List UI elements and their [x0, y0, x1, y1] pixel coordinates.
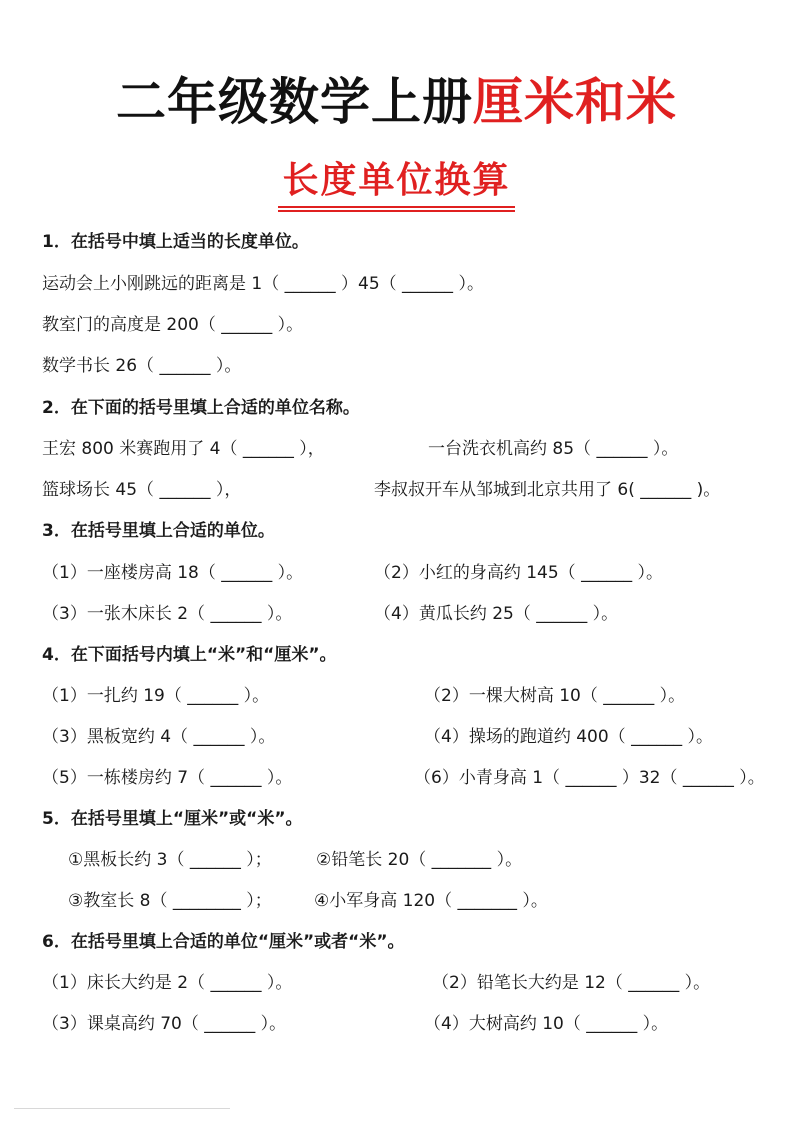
title-part-topic: 厘米和米 — [473, 73, 677, 131]
question-line: （3）黑板宽约 4（ ______ ）。 — [42, 727, 276, 747]
question-line: （2）小红的身高约 145（ ______ ）。 — [374, 563, 663, 583]
question-line: （1）一扎约 19（ ______ ）。 — [42, 686, 270, 706]
question-line: （3）课桌高约 70（ ______ ）。 — [42, 1014, 287, 1034]
question-line: （2）铅笔长大约是 12（ ______ ）。 — [432, 973, 711, 993]
section-3-heading: 3．在括号里填上合适的单位。 — [42, 521, 275, 541]
question-line: （4）大树高约 10（ ______ ）。 — [424, 1014, 669, 1034]
section-4-heading: 4．在下面括号内填上“米”和“厘米”。 — [42, 645, 337, 665]
question-line: （4）操场的跑道约 400（ ______ ）。 — [424, 727, 713, 747]
question-line: ②铅笔长 20（ _______ ）。 — [316, 850, 523, 870]
section-2-heading: 2．在下面的括号里填上合适的单位名称。 — [42, 398, 360, 418]
page-title — [0, 70, 793, 134]
question-line: （1）一座楼房高 18（ ______ ）。 — [42, 563, 304, 583]
question-line: 运动会上小刚跳远的距离是 1（ ______ ）45（ ______ ）。 — [42, 274, 484, 294]
question-line: 李叔叔开车从邹城到北京共用了 6( ______ )。 — [374, 480, 721, 500]
question-line: 数学书长 26（ ______ ）。 — [42, 356, 242, 376]
title-part-grade: 二年级数学上册 — [116, 73, 473, 131]
question-line: （2）一棵大树高 10（ ______ ）。 — [424, 686, 686, 706]
question-line: 篮球场长 45（ ______ ）， — [42, 480, 242, 500]
page-subtitle: 长度单位换算 — [278, 158, 514, 212]
footer-divider — [14, 1108, 230, 1109]
section-5-heading: 5．在括号里填上“厘米”或“米”。 — [42, 809, 303, 829]
question-line: ③教室长 8（ ________ ）； — [68, 891, 272, 911]
question-line: （1）床长大约是 2（ ______ ）。 — [42, 973, 293, 993]
question-line: （4）黄瓜长约 25（ ______ ）。 — [374, 604, 619, 624]
subtitle-container — [0, 158, 793, 212]
question-line: 王宏 800 米赛跑用了 4（ ______ ）， — [42, 439, 325, 459]
question-line: ①黑板长约 3（ ______ ）； — [68, 850, 272, 870]
question-line: 一台洗衣机高约 85（ ______ ）。 — [428, 439, 679, 459]
question-line: ④小军身高 120（ _______ ）。 — [314, 891, 548, 911]
question-line: （3）一张木床长 2（ ______ ）。 — [42, 604, 293, 624]
question-line: 教室门的高度是 200（ ______ ）。 — [42, 315, 304, 335]
question-line: （5）一栋楼房约 7（ ______ ）。 — [42, 768, 293, 788]
question-line: （6）小青身高 1（ ______ ）32（ ______ ）。 — [414, 768, 765, 788]
section-1-heading: 1．在括号中填上适当的长度单位。 — [42, 232, 309, 252]
section-6-heading: 6．在括号里填上合适的单位“厘米”或者“米”。 — [42, 932, 405, 952]
